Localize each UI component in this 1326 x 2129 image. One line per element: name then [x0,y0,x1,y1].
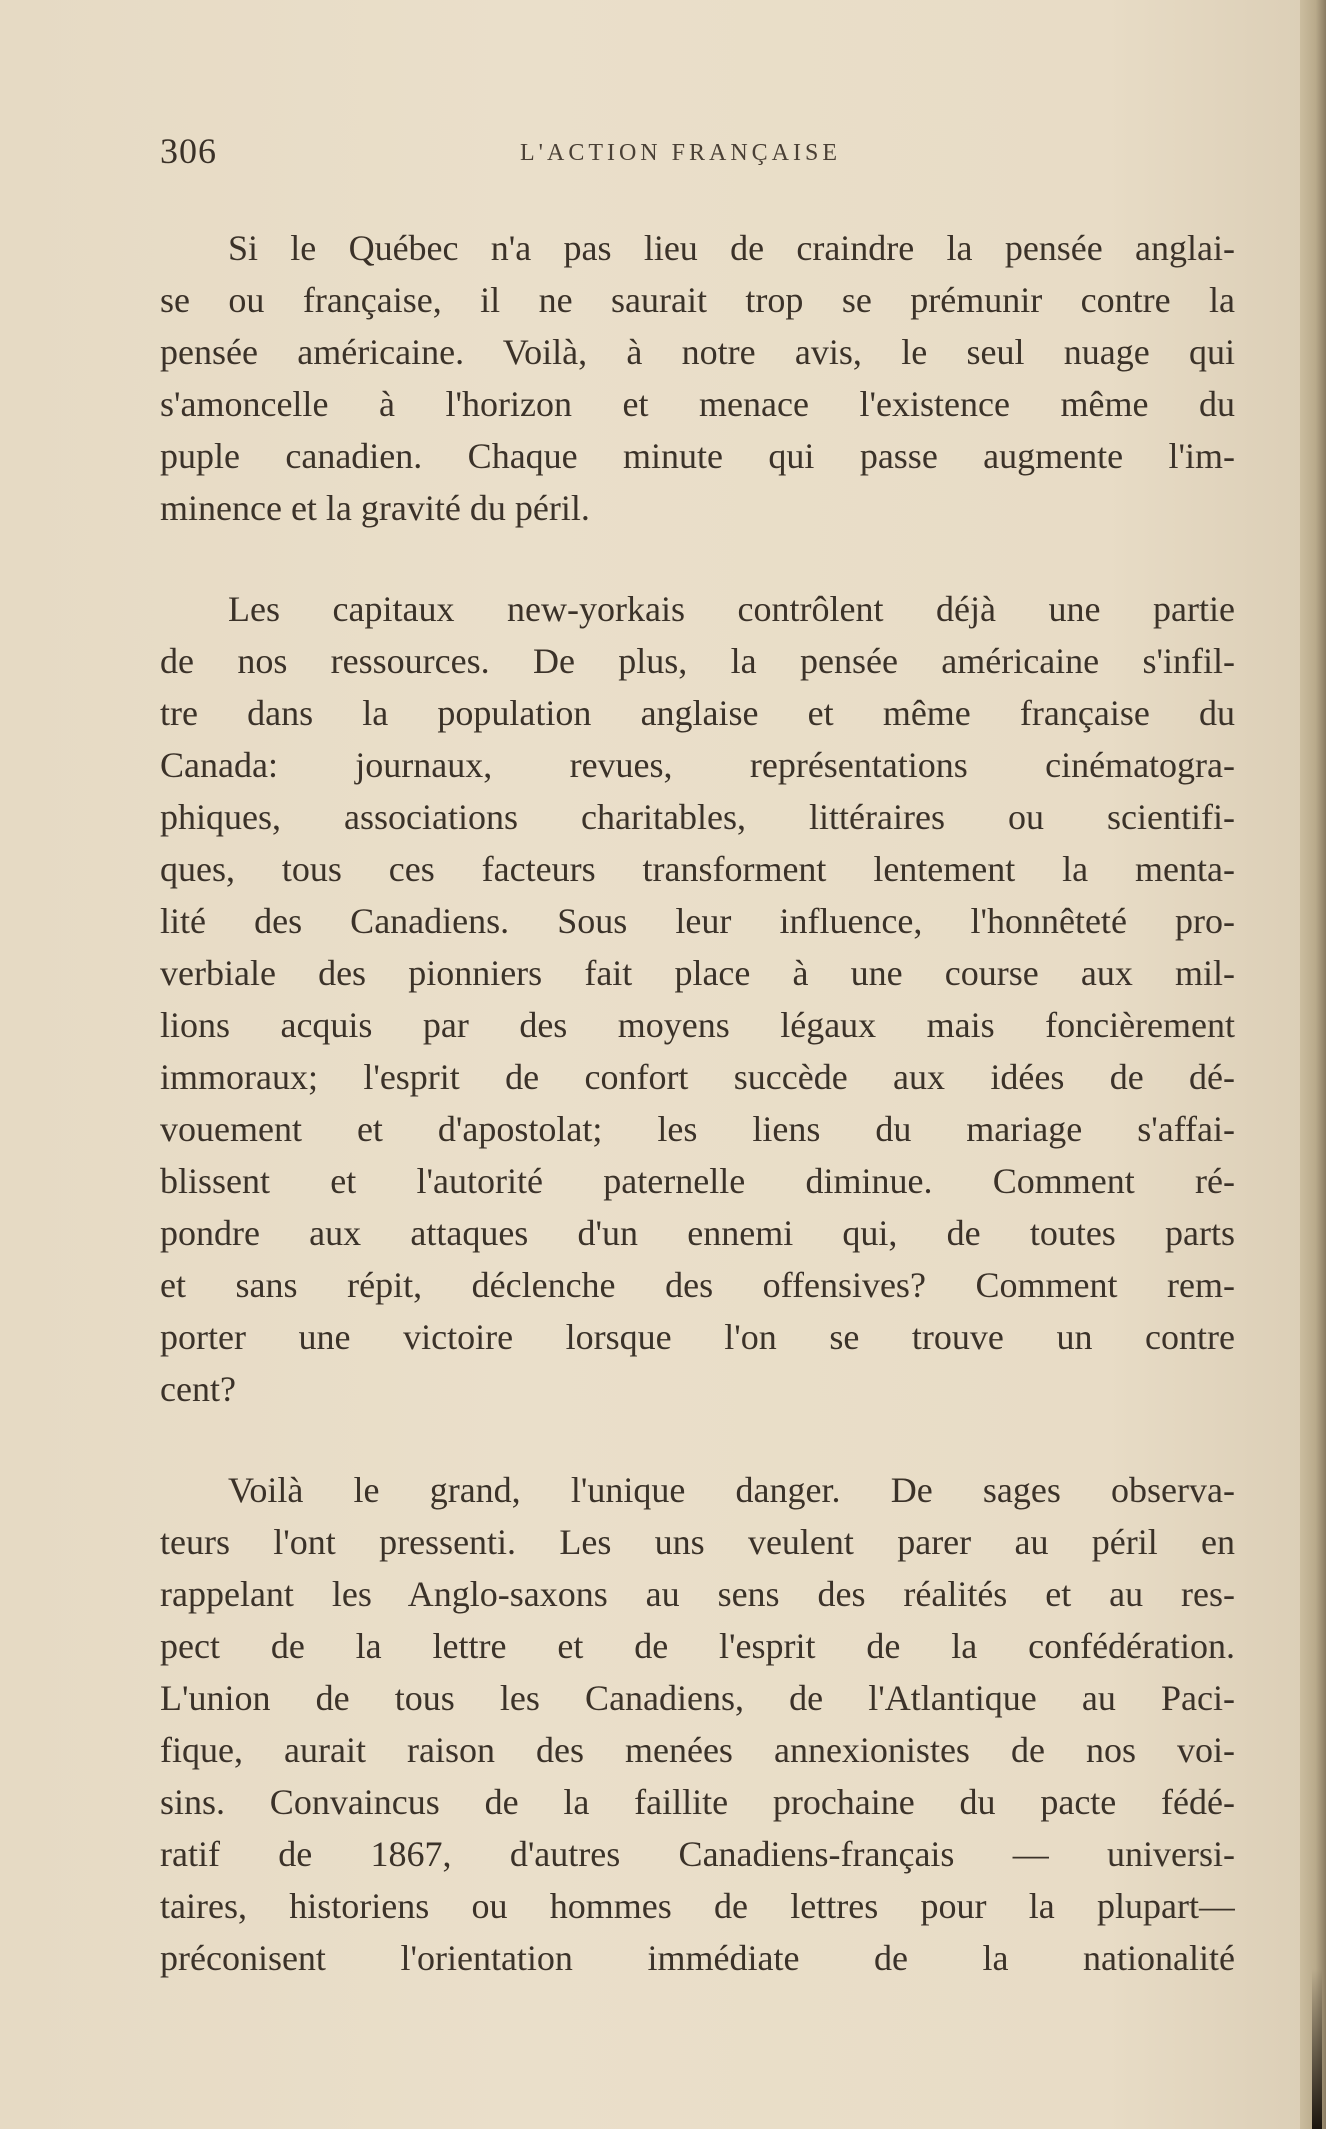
text-line: tre dans la population anglaise et même française du [160,693,1235,733]
text-line: phiques, associations charitables, littéraires ou scientifi- [160,797,1235,837]
text-line: se ou française, il ne saurait trop se prémunir contre la [160,280,1235,320]
page-number: 306 [160,131,217,171]
text-line: taires, historiens ou hommes de lettres pour la plupart— [160,1886,1235,1926]
text-line: verbiale des pionniers fait place à une course aux mil- [160,953,1235,993]
text-line: cent? [160,1369,236,1409]
page-header [160,130,1235,180]
text-line: blissent et l'autorité paternelle diminue. Comment ré- [160,1161,1235,1201]
text-line: Canada: journaux, revues, représentations cinématogra- [160,745,1235,785]
text-line: pondre aux attaques d'un ennemi qui, de toutes parts [160,1213,1235,1253]
text-line: immoraux; l'esprit de confort succède aux idées de dé- [160,1057,1235,1097]
text-line: teurs l'ont pressenti. Les uns veulent parer au péril en [160,1522,1235,1562]
text-line: et sans répit, déclenche des offensives? Comment rem- [160,1265,1235,1305]
text-line: préconisent l'orientation immédiate de la nationalité [160,1938,1235,1978]
paragraph-1 [160,222,1235,534]
running-title: L'ACTION FRANÇAISE [520,140,841,166]
text-line: rappelant les Anglo-saxons au sens des réalités et au res- [160,1574,1235,1614]
text-line: de nos ressources. De plus, la pensée américaine s'infil- [160,641,1235,681]
text-line: Voilà le grand, l'unique danger. De sages observa- [228,1470,1235,1510]
text-line: pect de la lettre et de l'esprit de la confédération. [160,1626,1235,1666]
page-edge-shadow [1312,1969,1322,2129]
text-line: s'amoncelle à l'horizon et menace l'existence même du [160,384,1235,424]
text-line: ques, tous ces facteurs transforment lentement la menta- [160,849,1235,889]
page-edge [1300,0,1326,2129]
text-line: ratif de 1867, d'autres Canadiens-français — universi- [160,1834,1235,1874]
text-line: sins. Convaincus de la faillite prochaine du pacte fédé- [160,1782,1235,1822]
paragraph-2 [160,583,1235,1415]
text-line: puple canadien. Chaque minute qui passe augmente l'im- [160,436,1235,476]
text-line: lions acquis par des moyens légaux mais foncièrement [160,1005,1235,1045]
text-line: Les capitaux new-yorkais contrôlent déjà une partie [228,589,1235,629]
text-line: fique, aurait raison des menées annexionistes de nos voi- [160,1730,1235,1770]
text-line: Si le Québec n'a pas lieu de craindre la pensée anglai- [228,228,1235,268]
text-line: L'union de tous les Canadiens, de l'Atlantique au Paci- [160,1678,1235,1718]
text-line: lité des Canadiens. Sous leur influence, l'honnêteté pro- [160,901,1235,941]
paragraph-3 [160,1464,1235,1984]
text-line: porter une victoire lorsque l'on se trouve un contre [160,1317,1235,1357]
text-line: minence et la gravité du péril. [160,488,590,528]
text-line: pensée américaine. Voilà, à notre avis, le seul nuage qui [160,332,1235,372]
text-line: vouement et d'apostolat; les liens du mariage s'affai- [160,1109,1235,1149]
body-text [160,222,1235,1984]
